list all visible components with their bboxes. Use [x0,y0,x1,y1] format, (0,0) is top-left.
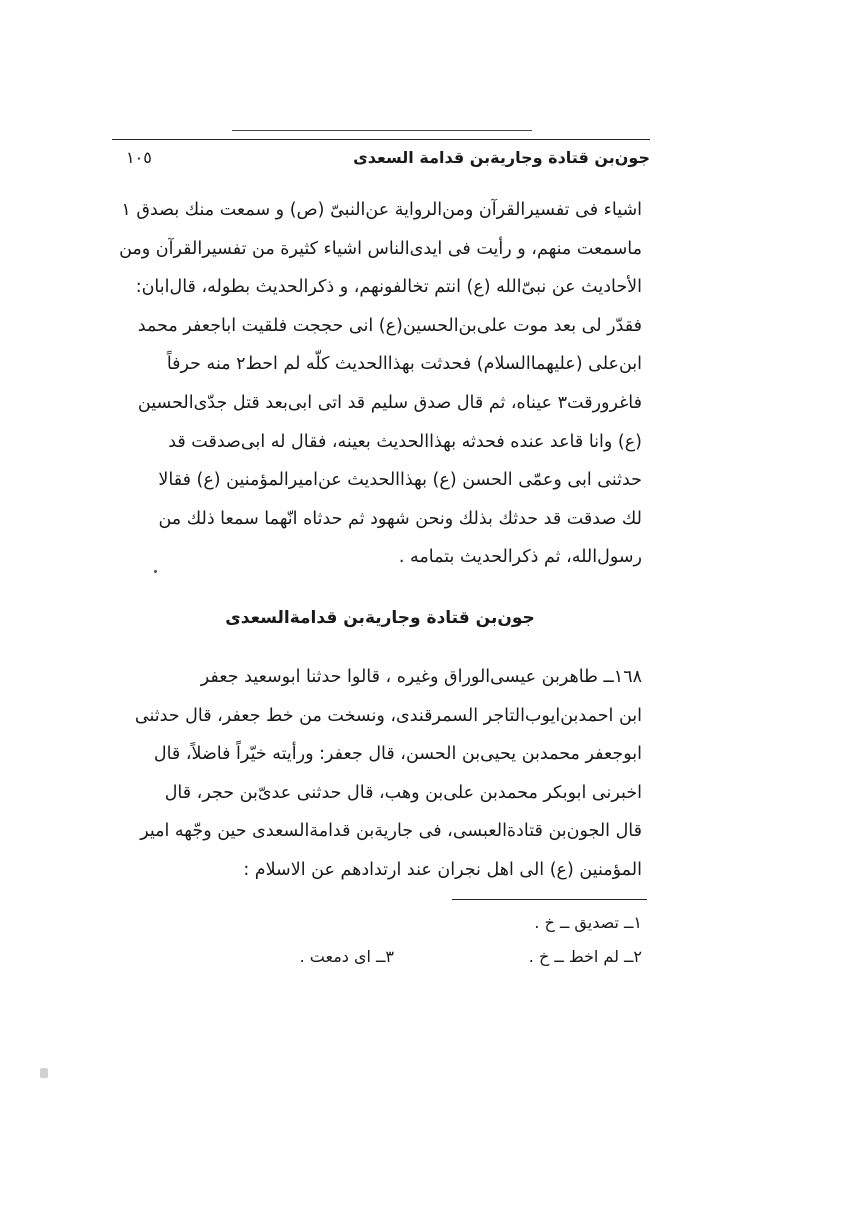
text-line: ١٦٨ــ طاهربن عیسی‌الوراق وغیره ، قالوا حدثنا ابوسعید جعفر [200,667,642,687]
text-line: (ع) وانا قاعد عنده فحدثه بهذاالحدیث بعینه، فقال له ابی‌صدقت قد [168,431,642,452]
text-line: لك صدقت قد حدثك بذلك ونحن شهود ثم حدثاه انّهما سمعا ذلك من [158,508,642,529]
footnote-1: ١ــ تصدیق ــ خ . [534,913,642,932]
paragraph-2 [118,658,642,890]
text-line: فاغرورقت٣ عیناه، ثم قال صدق سلیم قد اتی ابی‌بعد قتل جدّی‌الحسین [137,392,642,413]
header-rule-short [232,130,532,131]
text-line: ماسمعت منهم، و رأیت فی ایدی‌الناس اشیاء کثیرة من تفسیرالقرآن ومن [119,238,642,259]
print-speck [154,570,157,573]
paragraph-1 [118,191,642,577]
section-heading: جون‌بن قتادة وجارية‌بن قدامة‌السعدی [225,608,535,628]
header-title: جون‌بن قتادة وجارية‌بن قدامة السعدی [353,148,650,167]
footnote-rule [452,899,647,900]
scan-mark [40,1068,48,1078]
header-rule [112,139,650,140]
text-line: حدثنی ابی وعمّی الحسن (ع) بهذاالحدیث عن‌امیرالمؤمنین (ع) فقالا [158,470,642,491]
text-line: قال الجون‌بن قتادة‌العبسی، فی جارية‌بن قدامة‌السعدی حین وجّهه امیر [140,821,642,842]
text-line: المؤمنین (ع) الی اهل نجران عند ارتدادهم عن الاسلام : [243,859,642,880]
text-line: الأحادیث عن نبیّ‌الله (ع) انتم تخالفونهم، و ذکرالحدیث بطوله، قال‌ابان: [135,277,642,298]
footnote-3: ٣ــ ای دمعت . [299,947,394,966]
text-line: فقدّر لی بعد موت علی‌بن‌الحسین(ع) انی حججت فلقیت اباجعفر محمد [137,315,642,336]
text-line: رسول‌الله، ثم ذکرالحدیث بتمامه . [398,547,642,568]
text-line: ابن‌علی (علیهماالسلام) فحدثت بهذاالحدیث کلّه لم احط٢ منه حرفاً [166,354,642,375]
text-line: ابن احمدبن‌ایوب‌التاجر السمرقندی، ونسخت من خط جعفر، قال حدثنی [134,705,642,726]
footnote-line [280,940,642,974]
page-number: ١٠٥ [126,148,152,167]
text-line: ابوجعفر محمدبن یحیی‌بن الحسن، قال جعفر: ورأیته خیّراً فاضلاً، قال [153,744,642,765]
text-line: اشیاء فی تفسیرالقرآن ومن‌الروایة عن‌النبیّ (ص) و سمعت منك بصدق ١ [121,200,642,220]
footnote-2: ٢ــ لم اخط ــ خ . [528,947,642,966]
text-line: اخبرنی ابوبکر محمدبن علی‌بن وهب، قال حدثنی عدیّ‌بن حجر، قال [164,782,642,803]
footnote-line [280,906,642,940]
footnotes [280,906,642,974]
running-header [112,126,650,176]
